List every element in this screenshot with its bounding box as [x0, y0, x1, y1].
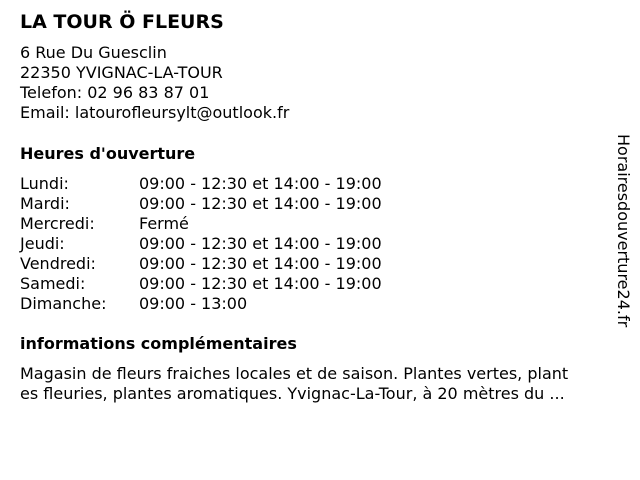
hours-time: 09:00 - 12:30 et 14:00 - 19:00 [139, 274, 382, 293]
hours-day: Samedi: [20, 274, 86, 293]
address-block [20, 43, 289, 123]
phone-number: Telefon: 02 96 83 87 01 [20, 83, 210, 102]
email-address: Email: latourofleursylt@outlook.fr [20, 103, 290, 122]
info-description-line: es fleuries, plantes aromatiques. Yvignac-La-Tour, à 20 mètres du ... [20, 384, 565, 403]
address-street: 6 Rue Du Guesclin [20, 43, 167, 62]
hours-time: Fermé [139, 214, 189, 233]
hours-day: Mercredi: [20, 214, 95, 233]
site-watermark-label: Horairesdouverture24.fr [614, 134, 633, 328]
info-description-line: Magasin de fleurs fraiches locales et de saison. Plantes vertes, plant [20, 364, 569, 383]
hours-title: Heures d'ouverture [20, 144, 196, 163]
shop-name: LA TOUR Ö FLEURS [20, 11, 224, 33]
hours-time: 09:00 - 12:30 et 14:00 - 19:00 [139, 254, 382, 273]
hours-time: 09:00 - 12:30 et 14:00 - 19:00 [139, 194, 382, 213]
info-description [20, 364, 620, 404]
hours-time: 09:00 - 12:30 et 14:00 - 19:00 [139, 174, 382, 193]
hours-time: 09:00 - 13:00 [139, 294, 248, 313]
info-title: informations complémentaires [20, 334, 297, 353]
address-city: 22350 YVIGNAC-LA-TOUR [20, 63, 223, 82]
hours-day: Dimanche: [20, 294, 107, 313]
hours-day: Vendredi: [20, 254, 96, 273]
hours-time: 09:00 - 12:30 et 14:00 - 19:00 [139, 234, 382, 253]
hours-day: Lundi: [20, 174, 69, 193]
hours-day: Jeudi: [20, 234, 65, 253]
hours-day: Mardi: [20, 194, 70, 213]
